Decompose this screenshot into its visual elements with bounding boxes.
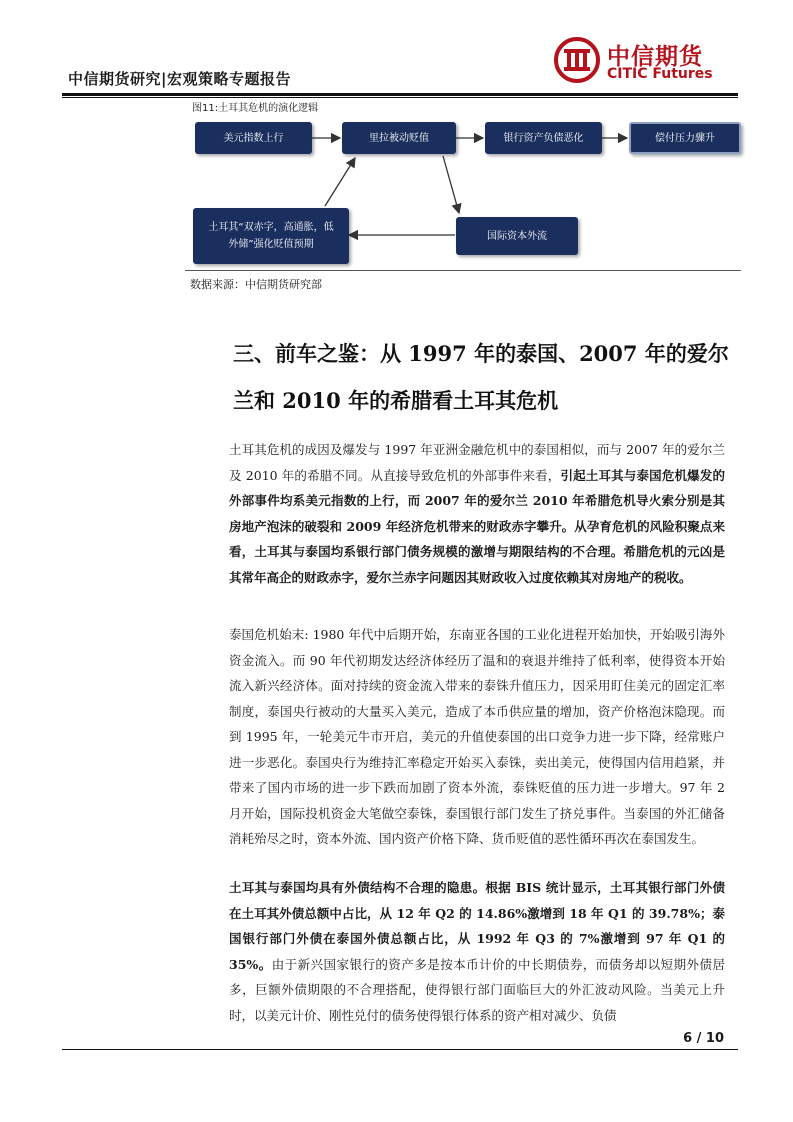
citic-futures-logo bbox=[553, 36, 738, 86]
arrow-lira-to-capital bbox=[443, 156, 459, 213]
header-rule-thin bbox=[62, 97, 738, 98]
node-capital-outflow: 国际资本外流 bbox=[456, 217, 578, 255]
paragraph-crisis-comparison bbox=[229, 437, 725, 590]
footer-rule bbox=[62, 1049, 738, 1050]
figure-caption: 图11:土耳其危机的演化逻辑 bbox=[192, 103, 319, 114]
node-usd-index-rise: 美元指数上行 bbox=[195, 122, 312, 154]
node-turkey-line1: 土耳其“双赤字，高通胀，低 bbox=[208, 222, 334, 233]
section-title: 三、前车之鉴：从 1997 年的泰国、2007 年的爱尔兰和 2010 年的希腊看土耳其危机 bbox=[233, 341, 729, 413]
node-turkey-fundamentals bbox=[193, 208, 349, 264]
paragraph-1-bold: 引起土耳其与泰国危机爆发的外部事件均系美元指数的上行，而 2007 年的爱尔兰 2010 年希腊危机导火索分别是其房地产泡沫的破裂和 2009 年经济危机带来的财政赤字攀升。从孕育危机的风险积聚点来看，土耳其与泰国均系银行部门债务规模的激增与期限结构的不合理。希腊危机的元凶是其常年高企的财政赤字，爱尔兰赤字问题因其财政收入过度依赖其对房地产的税收。 bbox=[229, 467, 725, 585]
citic-logo-icon bbox=[553, 36, 601, 84]
arrow-turkey-to-lira bbox=[325, 158, 355, 206]
figure-bottom-rule bbox=[185, 270, 741, 271]
node-debt-pressure: 偿付压力骤升 bbox=[629, 122, 741, 154]
paragraph-2-text: 泰国危机始末: 1980 年代中后期开始，东南亚各国的工业化进程开始加快，开始吸引海外资金流入。而 90 年代初期发达经济体经历了温和的衰退并维持了低利率，使得资本开始流入新兴经济体。面对持续的资金流入带来的泰铢升值压力，因采用盯住美元的固定汇率制度，泰国央行被动的大量买入美元，造成了本币供应量的增加，资产价格泡沫隐现。而到 1995 年，一轮美元牛市开启，美元的升值使泰国的出口竞争力进一步下降，经常账户进一步恶化。泰国央行为维持汇率稳定开始买入泰铢，卖出美元，使得国内信用趋紧，并带来了国内市场的进一步下跌而加剧了资本外流，泰铢贬值的压力进一步增大。97 年 2 月开始，国际投机资金大笔做空泰铢，泰国银行部门发生了挤兑事件。当泰国的外汇储备消耗殆尽之时，资本外流、国内资产价格下降、货币贬值的恶性循环再次在泰国发生。 bbox=[229, 627, 725, 846]
crisis-logic-diagram bbox=[185, 113, 741, 268]
logo-english-text: CITIC Futures bbox=[607, 66, 713, 82]
page-number: 6 / 10 bbox=[683, 1031, 724, 1046]
paragraph-1-text: 土耳其危机的成因及爆发与 1997 年亚洲金融危机中的泰国相似，而与 2007 年的爱尔兰及 2010 年的希腊不同。从直接导致危机的外部事件来看， bbox=[229, 442, 725, 483]
paragraph-3-text: 由于新兴国家银行的资产多是按本币计价的中长期债券，而债务却以短期外债居多，巨额外债期限的不合理搭配，使得银行部门面临巨大的外汇波动风险。当美元上升时，以美元计价、刚性兑付的债务使得银行体系的资产相对减少、负债 bbox=[229, 956, 725, 1023]
header-rule bbox=[62, 93, 738, 96]
paragraph-external-debt bbox=[229, 875, 725, 1028]
paragraph-thailand-crisis bbox=[229, 622, 725, 852]
paragraph-3-bold: 土耳其与泰国均具有外债结构不合理的隐患。根据 BIS 统计显示，土耳其银行部门外债在土耳其外债总额中占比，从 12 年 Q2 的 14.86%激增到 18 年 Q1 的 39.78%；泰国银行部门外债在泰国外债总额占比，从 1992 年 Q3 的 7%激增到 97 年 Q1 的 35%。 bbox=[229, 880, 725, 972]
logo-chinese-text: 中信期货 bbox=[607, 44, 703, 70]
node-bank-balance-sheet: 银行资产负债恶化 bbox=[485, 122, 602, 154]
node-lira-depreciation: 里拉被动贬值 bbox=[342, 122, 456, 154]
report-header-title: 中信期货研究|宏观策略专题报告 bbox=[68, 70, 291, 88]
node-turkey-line2: 外储”强化贬值预期 bbox=[228, 239, 314, 250]
figure-source: 数据来源：中信期货研究部 bbox=[190, 278, 322, 291]
